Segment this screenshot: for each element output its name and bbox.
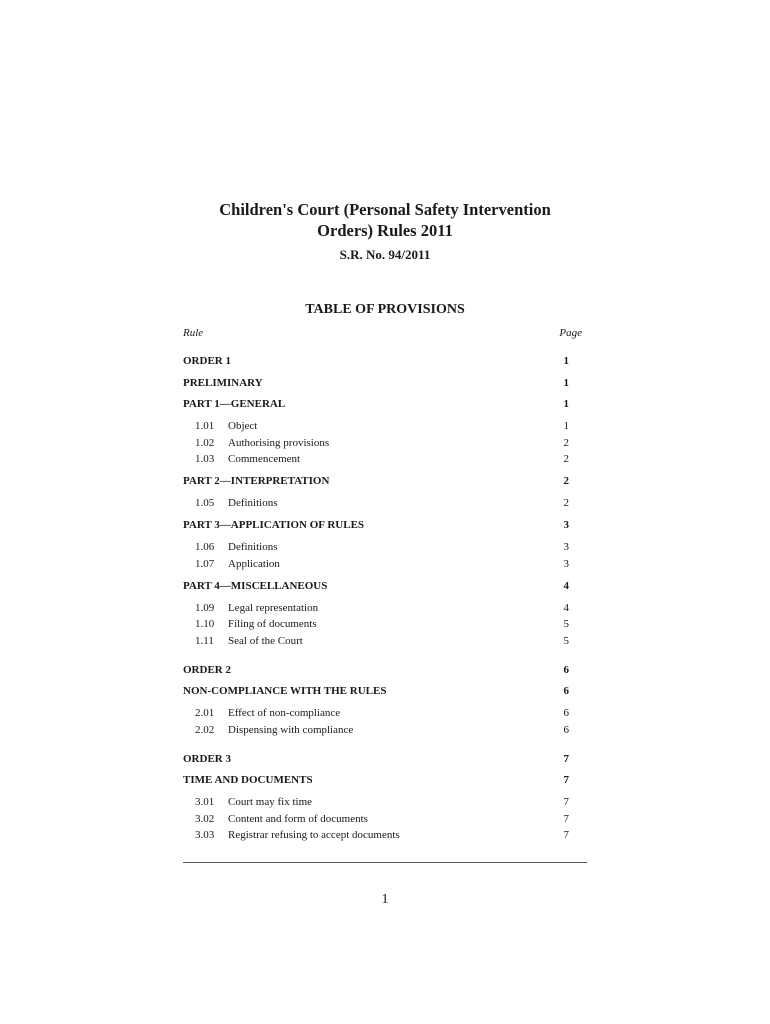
- toc-entry-page: 6: [563, 663, 569, 676]
- toc-rule-number: 1.06: [195, 541, 215, 553]
- toc-entry-label: PART 4—MISCELLANEOUS: [183, 579, 328, 592]
- toc-entry-page: 6: [563, 723, 569, 736]
- toc-rule-number: 1.11: [195, 634, 214, 647]
- toc-entry-page: 1: [563, 355, 569, 367]
- toc-heading: TABLE OF PROVISIONS: [305, 302, 465, 317]
- toc-rule-entry[interactable]: [183, 811, 582, 828]
- toc-entry-page: 1: [563, 420, 569, 432]
- toc-rule-entry[interactable]: [183, 827, 582, 844]
- toc-entry-page: 2: [563, 453, 569, 465]
- toc-entry-label: ORDER 2: [183, 663, 231, 676]
- document-title-line-1: Children's Court (Personal Safety Intervention: [219, 200, 551, 219]
- toc-rule-number: 1.07: [195, 557, 215, 570]
- toc-rule-number: 2.02: [195, 723, 215, 736]
- toc-entry-label: Authorising provisions: [228, 436, 330, 449]
- toc-entry-label: Application: [228, 557, 280, 570]
- toc-entry-page: 7: [563, 812, 569, 825]
- toc-rule-entry[interactable]: [183, 495, 582, 512]
- document-title: [140, 199, 630, 241]
- toc-rule-entry[interactable]: [183, 616, 582, 633]
- toc-entry-label: Dispensing with compliance: [228, 723, 354, 736]
- toc-entry-label: ORDER 3: [183, 752, 231, 765]
- toc-entry-page: 7: [563, 796, 569, 808]
- toc-rule-number: 2.01: [195, 707, 215, 719]
- toc-part-heading[interactable]: [183, 517, 582, 533]
- toc-entry-label: Filing of documents: [228, 618, 317, 630]
- toc-entry-page: 3: [563, 557, 569, 570]
- toc-rule-entry[interactable]: [183, 794, 582, 811]
- toc-entry-label: PRELIMINARY: [183, 376, 263, 389]
- toc-rule-entry[interactable]: [183, 633, 582, 650]
- toc-rule-entry[interactable]: [183, 600, 582, 617]
- toc-rule-number: 1.01: [195, 420, 215, 432]
- column-header-rule: Rule: [183, 327, 204, 339]
- toc-rule-entry[interactable]: [183, 705, 582, 722]
- toc-order-heading[interactable]: [183, 751, 582, 767]
- toc-rule-entry[interactable]: [183, 539, 582, 556]
- toc-entry-label: NON-COMPLIANCE WITH THE RULES: [183, 685, 387, 697]
- footer-divider: [183, 862, 587, 863]
- toc-order-title[interactable]: [183, 772, 582, 788]
- toc-entry-label: Court may fix time: [228, 796, 313, 808]
- toc-entry-page: 6: [563, 707, 569, 719]
- toc-entry-page: 5: [563, 618, 569, 630]
- document-title-line-2: Orders) Rules 2011: [317, 221, 453, 240]
- toc-rule-number: 1.02: [195, 436, 215, 449]
- toc-rule-number: 1.03: [195, 453, 215, 465]
- toc-entry-label: ORDER 1: [183, 355, 231, 367]
- toc-entry-page: 4: [563, 579, 569, 592]
- toc-entry-page: 7: [563, 774, 569, 786]
- toc-entry-page: 2: [563, 497, 569, 509]
- toc-entry-label: Definitions: [228, 497, 278, 509]
- toc-rule-entry[interactable]: [183, 722, 582, 739]
- table-of-provisions: [183, 353, 582, 844]
- toc-entry-label: Object: [228, 420, 258, 432]
- toc-entry-page: 4: [563, 601, 569, 614]
- toc-entry-label: PART 3—APPLICATION OF RULES: [183, 519, 365, 531]
- toc-rule-entry[interactable]: [183, 418, 582, 435]
- toc-rule-entry[interactable]: [183, 451, 582, 468]
- toc-order-title[interactable]: [183, 375, 582, 391]
- column-header-page: Page: [559, 327, 582, 339]
- toc-entry-label: Commencement: [228, 453, 301, 465]
- toc-entry-page: 7: [563, 829, 569, 841]
- toc-entry-page: 7: [563, 752, 569, 765]
- page-number: 1: [381, 892, 389, 907]
- toc-entry-label: Legal representation: [228, 601, 319, 614]
- toc-entry-page: 2: [563, 436, 569, 449]
- toc-rule-number: 1.10: [195, 618, 215, 630]
- toc-entry-page: 3: [563, 519, 569, 531]
- toc-entry-label: TIME AND DOCUMENTS: [183, 774, 313, 786]
- toc-entry-page: 3: [563, 541, 569, 553]
- toc-rule-number: 3.03: [195, 829, 215, 841]
- toc-entry-label: Seal of the Court: [228, 634, 303, 647]
- toc-rule-number: 3.02: [195, 812, 215, 825]
- toc-rule-number: 1.09: [195, 601, 215, 614]
- toc-entry-label: Definitions: [228, 541, 278, 553]
- toc-part-heading[interactable]: [183, 578, 582, 594]
- toc-order-title[interactable]: [183, 683, 582, 699]
- toc-entry-label: Effect of non-compliance: [228, 707, 341, 719]
- toc-entry-page: 5: [563, 634, 569, 647]
- toc-rule-number: 3.01: [195, 796, 215, 808]
- toc-order-heading[interactable]: [183, 353, 582, 369]
- toc-entry-label: Registrar refusing to accept documents: [228, 829, 400, 841]
- toc-entry-page: 1: [563, 398, 569, 410]
- toc-entry-page: 1: [563, 376, 569, 389]
- toc-part-heading[interactable]: [183, 473, 582, 489]
- toc-rule-entry[interactable]: [183, 435, 582, 452]
- toc-rule-number: 1.05: [195, 497, 215, 509]
- toc-order-heading[interactable]: [183, 662, 582, 678]
- toc-entry-page: 2: [563, 475, 569, 487]
- statutory-rule-number: S.R. No. 94/2011: [339, 247, 431, 262]
- toc-entry-label: Content and form of documents: [228, 812, 368, 825]
- toc-entry-label: PART 2—INTERPRETATION: [183, 475, 330, 487]
- toc-entry-label: PART 1—GENERAL: [183, 398, 286, 410]
- toc-rule-entry[interactable]: [183, 556, 582, 573]
- toc-part-heading[interactable]: [183, 396, 582, 412]
- toc-entry-page: 6: [563, 685, 569, 697]
